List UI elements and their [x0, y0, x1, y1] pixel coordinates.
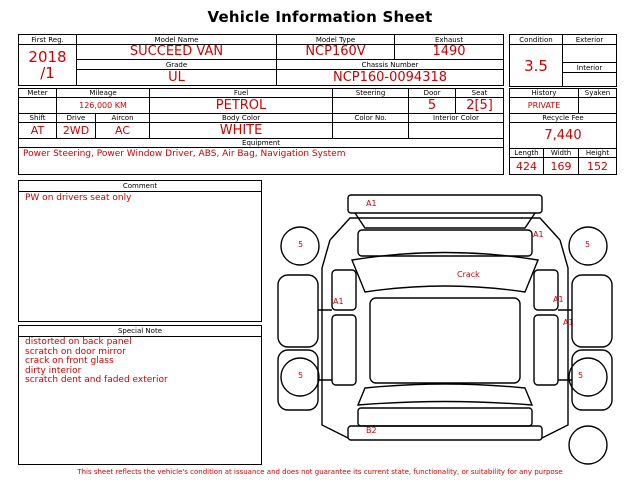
body-color-value: WHITE — [150, 123, 333, 139]
right-door-panel — [572, 275, 612, 347]
equipment-label: Equipment — [19, 139, 504, 148]
drive-value: 2WD — [57, 123, 96, 139]
rear-right-wheel-outline — [569, 358, 607, 396]
rear-left-wheel-mark: 5 — [298, 371, 304, 380]
right-side-mark: A1 — [553, 295, 564, 304]
page-title: Vehicle Information Sheet — [207, 8, 433, 26]
exhaust-label: Exhaust — [395, 35, 504, 45]
rear-bumper-outline — [348, 426, 542, 440]
chassis-number-label: Chassis Number — [277, 60, 504, 70]
interior-label: Interior — [563, 63, 617, 73]
first-reg-value — [19, 45, 77, 86]
hood-outline — [330, 218, 560, 240]
front-left-wheel-mark: 5 — [298, 240, 304, 249]
condition-label: Condition — [510, 35, 563, 45]
windshield-mark: Crack — [457, 270, 480, 279]
special-note-item: scratch dent and faded exterior — [25, 375, 168, 385]
first-reg-label: First Reg. — [19, 35, 77, 45]
meter-value — [19, 98, 57, 114]
steering-value — [333, 98, 409, 114]
recycle-fee-label: Recycle Fee — [510, 114, 617, 123]
history-value: PRIVATE — [510, 98, 579, 114]
history-table — [509, 88, 617, 175]
condition-table — [509, 34, 617, 87]
right-front-fender-mark: A1 — [533, 230, 544, 239]
vehicle-header-table — [18, 34, 504, 86]
front-grille-outline — [355, 213, 535, 228]
first-reg-year: 2018 — [28, 48, 67, 66]
left-door-panel — [278, 275, 318, 347]
model-name-value: SUCCEED VAN — [77, 45, 277, 60]
aircon-label: Aircon — [96, 114, 150, 123]
special-note-box — [18, 325, 262, 465]
steering-label: Steering — [333, 89, 409, 98]
interior-color-label: Interior Color — [409, 114, 504, 123]
rear-panel — [358, 408, 532, 426]
seat-label: Seat — [456, 89, 504, 98]
door-value: 5 — [409, 98, 456, 114]
vehicle-details-table — [18, 88, 504, 175]
front-right-wheel-mark: 5 — [585, 240, 591, 249]
mileage-label: Mileage — [57, 89, 150, 98]
height-value: 152 — [579, 158, 617, 175]
exterior-value — [563, 45, 617, 63]
special-note-list — [19, 337, 261, 388]
right-front-window — [534, 270, 558, 310]
color-no-value — [333, 123, 409, 139]
exterior-label: Exterior — [563, 35, 617, 45]
width-value: 169 — [544, 158, 579, 175]
chassis-number-value: NCP160-0094318 — [277, 70, 504, 86]
fuel-value: PETROL — [150, 98, 333, 114]
door-label: Door — [409, 89, 456, 98]
length-value: 424 — [510, 158, 544, 175]
disclaimer-footer: This sheet reflects the vehicle's condition at issuance and does not guarantee its current state, functionality, or suitability for any purpose — [77, 468, 563, 476]
history-label: History — [510, 89, 579, 98]
front-bumper-mark: A1 — [366, 199, 377, 208]
roof-outline — [370, 298, 520, 383]
comment-label: Comment — [19, 181, 261, 192]
left-rear-door-panel — [278, 350, 318, 410]
special-note-item: crack on front glass — [25, 356, 114, 366]
mileage-value: 126,000 KM — [57, 98, 150, 114]
rear-right-wheel-mark: 5 — [578, 371, 584, 380]
condition-value: 3.5 — [510, 45, 563, 87]
interior-value — [563, 73, 617, 87]
aircon-value: AC — [96, 123, 150, 139]
equipment-value: Power Steering, Power Window Driver, ABS, Air Bag, Navigation System — [19, 148, 504, 175]
comment-box — [18, 180, 262, 322]
comment-text: PW on drivers seat only — [25, 193, 132, 203]
syaken-label: Syaken — [579, 89, 617, 98]
first-reg-month: /1 — [40, 64, 55, 82]
width-label: Width — [544, 149, 579, 158]
special-note-item: dirty interior — [25, 365, 82, 376]
left-rear-window — [332, 315, 356, 385]
special-note-item: distorted on back panel — [25, 337, 132, 347]
height-label: Height — [579, 149, 617, 158]
seat-value: 2[5] — [456, 98, 504, 114]
drive-label: Drive — [57, 114, 96, 123]
grade-value: UL — [77, 70, 277, 86]
special-note-item: scratch on door mirror — [25, 346, 126, 357]
shift-value: AT — [19, 123, 57, 139]
rear-bumper-mark: B2 — [366, 426, 377, 435]
syaken-value — [579, 98, 617, 114]
color-no-label: Color No. — [333, 114, 409, 123]
rear-window-outline — [358, 384, 532, 405]
model-type-value: NCP160V — [277, 45, 395, 60]
grade-label: Grade — [77, 60, 277, 70]
spare-wheel-outline — [569, 426, 607, 464]
fuel-label: Fuel — [150, 89, 333, 98]
right-rear-window — [534, 315, 558, 385]
recycle-fee-value: 7,440 — [510, 123, 617, 149]
shift-label: Shift — [19, 114, 57, 123]
special-note-label: Special Note — [19, 326, 261, 337]
left-side-mark: A1 — [333, 297, 344, 306]
model-type-label: Model Type — [277, 35, 395, 45]
windshield-outline — [352, 253, 538, 293]
interior-color-value — [409, 123, 504, 139]
length-label: Length — [510, 149, 544, 158]
model-name-label: Model Name — [77, 35, 277, 45]
body-color-label: Body Color — [150, 114, 333, 123]
exhaust-value: 1490 — [395, 45, 504, 60]
meter-label: Meter — [19, 89, 57, 98]
right-rear-mark: A1 — [563, 318, 574, 327]
front-bumper-outline — [348, 195, 542, 213]
